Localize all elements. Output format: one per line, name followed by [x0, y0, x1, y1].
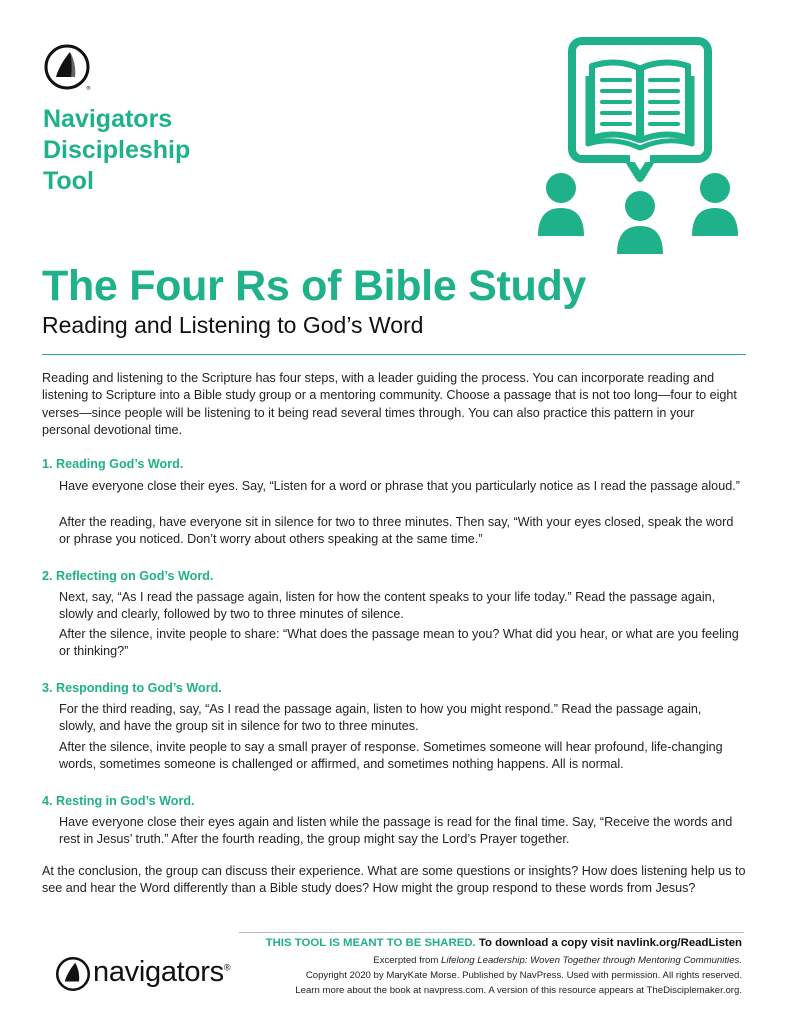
navigators-word: navigators [93, 956, 224, 988]
section-heading: 3. Responding to God’s Word. [42, 681, 222, 695]
title-divider [42, 354, 746, 355]
excerpt-prefix: Excerpted from [373, 955, 439, 966]
section-heading: 2. Reflecting on God’s Word. [42, 569, 214, 583]
section-paragraph: After the silence, invite people to share: “What does the passage mean to you? What did you hear, or what are you feeling or thinking?” [59, 627, 739, 659]
conclusion-paragraph: At the conclusion, the group can discuss their experience. What are some questions or insights? How does listening help us to see and hear the Word differently than a Bible study does? How might the group respond to these words from Jesus? [42, 864, 746, 896]
section-paragraph: Next, say, “As I read the passage again, listen for how the content speaks to your life today.” Read the passage again, slowly and clearly, followed by two to three minutes of silence. [59, 590, 716, 622]
copyright-text: Copyright 2020 by MaryKate Morse. Published by NavPress. Used with permission. All rights reserved. [305, 970, 742, 981]
section-paragraph: After the reading, have everyone sit in silence for two to three minutes. Then say, “With your eyes closed, speak the word or phrase you noticed. Don’t worry about others speaking at the same time.” [59, 515, 734, 547]
section-heading: 1. Reading God’s Word. [42, 457, 184, 471]
excerpt-credit [373, 955, 742, 966]
download-link[interactable]: To download a copy visit navlink.org/ReadListen [478, 937, 742, 949]
bible-group-illustration-icon [536, 36, 740, 256]
navigators-footer-logo [55, 954, 231, 996]
section-heading: 4. Resting in God’s Word. [42, 794, 195, 808]
excerpt-book-title: Lifelong Leadership: Woven Together through Mentoring Communities. [441, 955, 742, 966]
section-paragraph: Have everyone close their eyes. Say, “Listen for a word or phrase that you particularly notice as I read the passage aloud.” [59, 479, 740, 493]
share-highlight: THIS TOOL IS MEANT TO BE SHARED. [265, 937, 476, 949]
footer-divider [239, 932, 744, 933]
brand-title [43, 104, 190, 197]
share-notice [266, 937, 742, 949]
brand-line-1: Navigators [43, 105, 173, 133]
brand-line-2: Discipleship [43, 136, 191, 164]
section-paragraph: Have everyone close their eyes again and listen while the passage is read for the final time. Say, “Receive the words and rest in Jesus’ truth.” After the fourth reading, the group might say the Lord’s Prayer together. [59, 815, 733, 847]
svg-text:®: ® [86, 86, 91, 91]
navigators-logo-icon [43, 43, 91, 91]
page-title: The Four Rs of Bible Study [42, 262, 587, 310]
section-paragraph: For the third reading, say, “As I read the passage again, listen to how you might respond.” Read the passage again, slowly, and have the group sit in silence for two to three minutes. [59, 702, 702, 734]
page-subtitle: Reading and Listening to God’s Word [42, 312, 424, 338]
section-paragraph: After the silence, invite people to say a small prayer of response. Sometimes someone will hear profound, life-changing words, sometimes someone is challenged or affirmed, and sometimes nothing happens. All is normal. [59, 740, 723, 772]
registered-mark: ® [223, 962, 231, 973]
navigators-wordmark [93, 956, 230, 989]
brand-line-3: Tool [43, 167, 94, 195]
intro-paragraph: Reading and listening to the Scripture has four steps, with a leader guiding the process. You can incorporate reading and listening to Scripture into a Bible study group or a mentoring community. Choose a passage that is not too long—four to eight verses—since people will be listening to it being read several times through. You can also practice this pattern in your personal devotional time. [42, 371, 737, 437]
navigators-mark-icon [55, 956, 91, 992]
learn-more-text: Learn more about the book at navpress.com. A version of this resource appears at TheDisciplemaker.org. [295, 985, 742, 996]
